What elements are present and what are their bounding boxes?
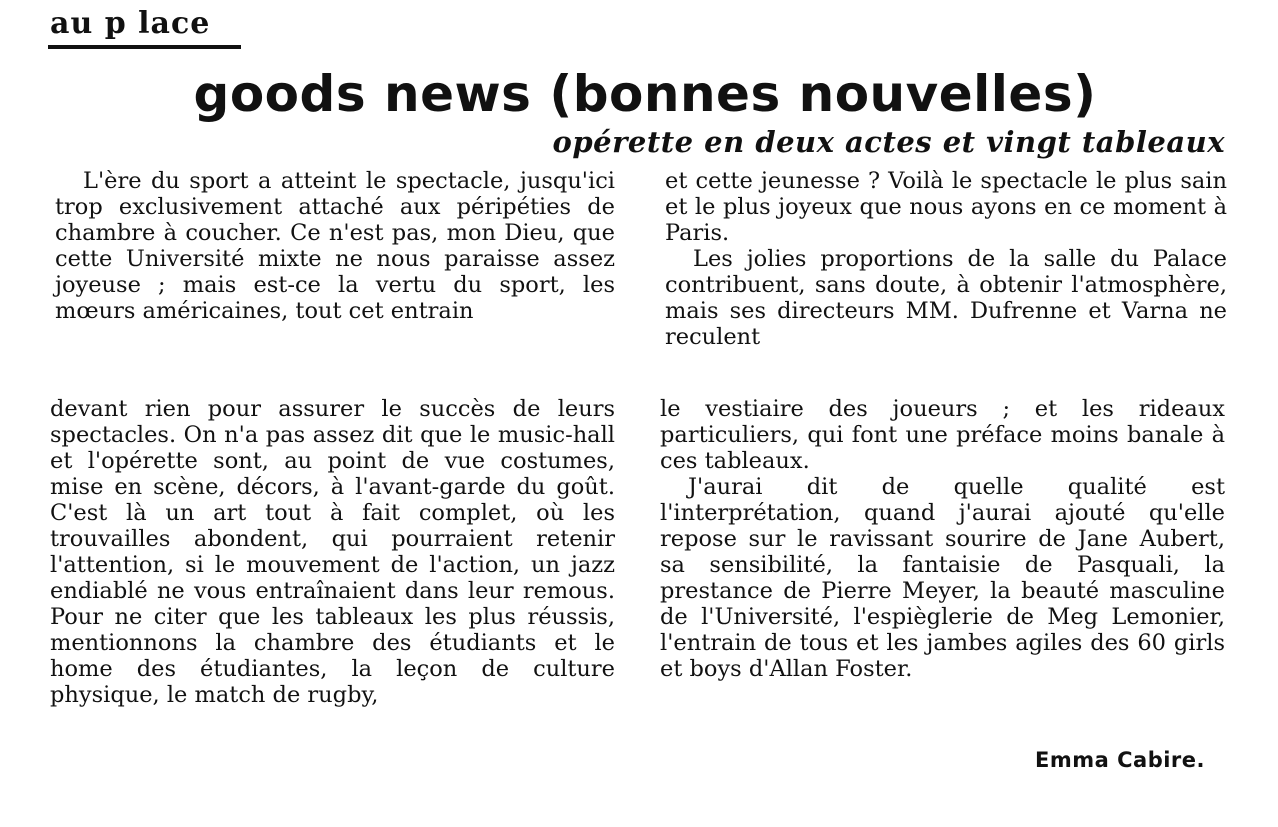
article-column-top-right bbox=[665, 168, 1227, 350]
paragraph: L'ère du sport a atteint le spectacle, jusqu'ici trop exclusivement attaché aux péripéties de chambre à coucher. Ce n'est pas, mon Dieu, que cette Université mixte ne nous paraisse assez joyeuse ; mais est-ce la vertu du sport, les mœurs américaines, tout cet entrain bbox=[55, 168, 615, 324]
article-subheadline: opérette en deux actes et vingt tableaux bbox=[552, 125, 1225, 159]
paragraph: le vestiaire des joueurs ; et les rideaux particuliers, qui font une préface moins banale à ces tableaux. bbox=[660, 396, 1225, 474]
article-column-bottom-right bbox=[660, 396, 1225, 682]
article-headline: goods news (bonnes nouvelles) bbox=[193, 65, 1097, 123]
paragraph: devant rien pour assurer le succès de leurs spectacles. On n'a pas assez dit que le music-hall et l'opérette sont, au point de vue costumes, mise en scène, décors, à l'avant-garde du goût. C'est là un art tout à fait complet, où les trouvailles abondent, qui pourraient retenir l'attention, si le mouvement de l'action, un jazz endiablé ne vous entraînaient dans leur remous. Pour ne citer que les tableaux les plus réussis, mentionnons la chambre des étudiants et le home des étudiantes, la leçon de culture physique, le match de rugby, bbox=[50, 396, 615, 708]
paragraph: Les jolies proportions de la salle du Palace contribuent, sans doute, à obtenir l'atmosphère, mais ses directeurs MM. Dufrenne et Varna ne reculent bbox=[665, 246, 1227, 350]
article-column-bottom-left bbox=[50, 396, 615, 708]
author-signature: Emma Cabire. bbox=[1035, 748, 1205, 772]
section-label: au p lace bbox=[50, 6, 211, 41]
paragraph: J'aurai dit de quelle qualité est l'interprétation, quand j'aurai ajouté qu'elle repose sur le ravissant sourire de Jane Aubert, sa sensibilité, la fantaisie de Pasquali, la prestance de Pierre Meyer, la beauté masculine de l'Université, l'espièglerie de Meg Lemonier, l'entrain de tous et les jambes agiles des 60 girls et boys d'Allan Foster. bbox=[660, 474, 1225, 682]
paragraph: et cette jeunesse ? Voilà le spectacle le plus sain et le plus joyeux que nous ayons en ce moment à Paris. bbox=[665, 168, 1227, 246]
section-underline bbox=[48, 45, 241, 49]
article-column-top-left bbox=[55, 168, 615, 324]
